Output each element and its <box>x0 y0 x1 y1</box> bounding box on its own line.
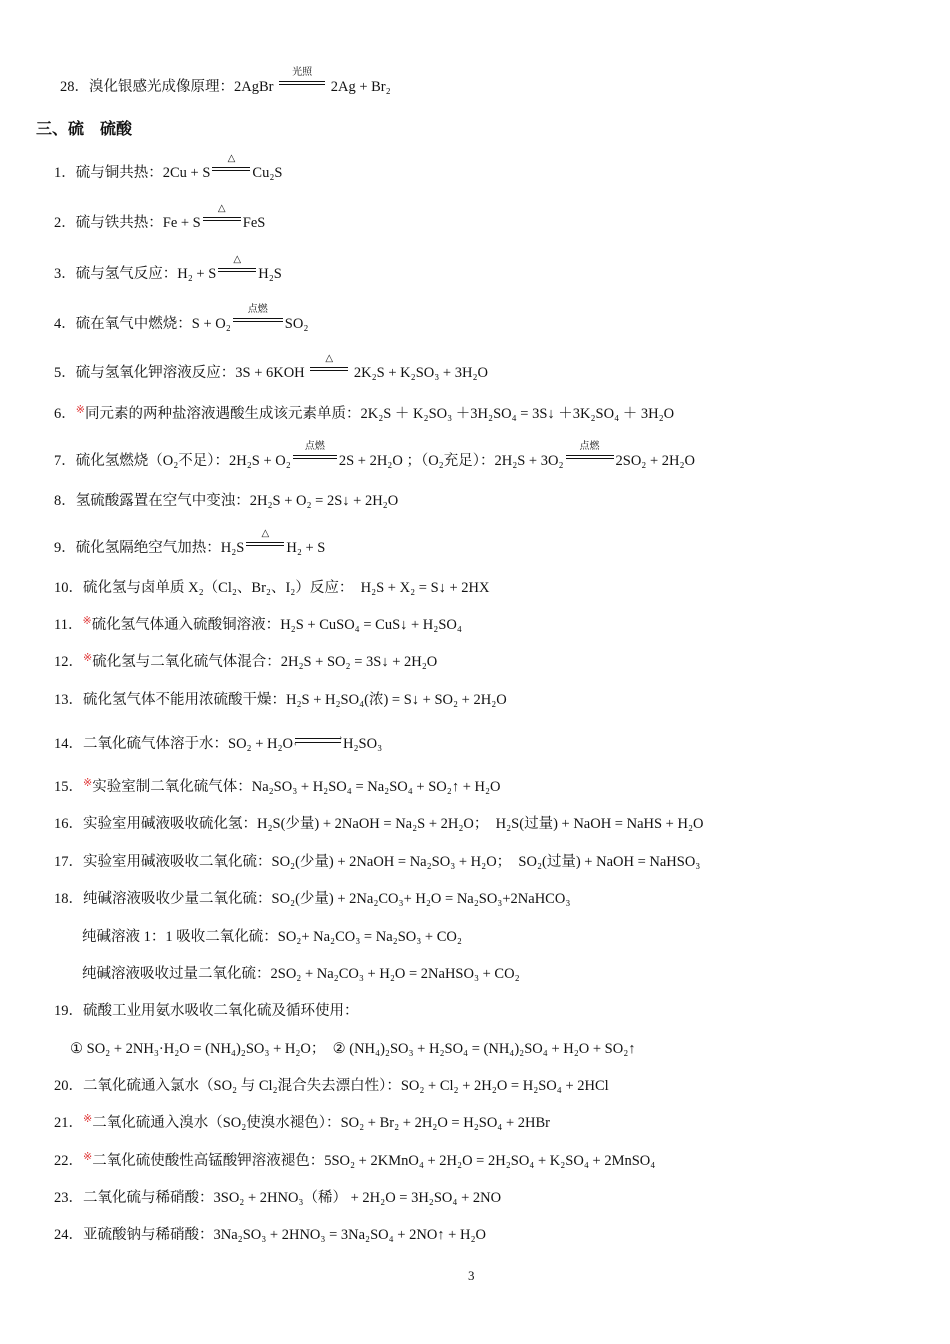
equation-text: 2SO₂ + 2H₂O <box>615 453 696 469</box>
reaction-condition: △ <box>218 265 256 277</box>
equation-text: 2K₂S ＋ K₂SO₃ ＋3H₂SO₄ = 3S↓ ＋3K₂SO₄ ＋ 3H₂O <box>360 406 675 422</box>
reaction-condition: △ <box>310 364 348 376</box>
equation-text: Na₂SO₃ + H₂SO₄ = Na₂SO₄ + SO₂↑ + H₂O <box>251 779 501 795</box>
equation-line-10: 10．硫化氢与卤单质 X₂（Cl₂、Br₂、I₂）反应： H₂S + X₂ = S↓ + 2HX <box>54 580 490 596</box>
reaction-condition: △ <box>212 164 250 176</box>
section-title: 三、硫 硫酸 <box>36 119 133 138</box>
equation-line-2 <box>54 203 266 232</box>
equation-text: 2H₂S + SO₂ = 3S↓ + 2H₂O <box>280 654 438 670</box>
equation-text: FeS <box>242 215 266 231</box>
equation-text: SO₂ + Br₂ + 2H₂O = H₂SO₄ + 2HBr <box>340 1115 551 1131</box>
reaction-condition: △ <box>203 214 241 226</box>
equation-text: 同元素的两种盐溶液遇酸生成该元素单质： <box>84 406 361 422</box>
equation-line-4 <box>54 304 309 333</box>
equation-text: H₂SO₃ <box>343 736 383 752</box>
equation-text: 1．硫与铜共热：2Cu + S <box>54 165 211 181</box>
star-mark-icon: ※ <box>83 652 93 664</box>
equation-line-18: 18．纯碱溶液吸收少量二氧化硫：SO₂(少量) + 2Na₂CO₃+ H₂O = Na₂SO₃+2NaHCO₃ <box>54 891 571 907</box>
star-mark-icon: ※ <box>83 1151 93 1163</box>
equation-text: 14．二氧化硫气体溶于水：SO₂ + H₂O <box>54 736 294 752</box>
equation-line-21 <box>54 1114 550 1132</box>
equation-text: 9．硫化氢隔绝空气加热：H₂S <box>54 540 245 556</box>
equation-text: 2Ag + Br₂ <box>330 79 391 95</box>
equation-text: 5．硫与氢氧化钾溶液反应：3S + 6KOH <box>54 365 309 381</box>
star-mark-icon: ※ <box>82 615 92 627</box>
star-mark-icon: ※ <box>75 404 85 416</box>
equation-text: 2．硫与铁共热：Fe + S <box>54 215 201 231</box>
equation-line-11 <box>54 616 462 634</box>
star-mark-icon: ※ <box>83 1113 93 1125</box>
equation-line-18b: 纯碱溶液 1：1 吸收二氧化硫：SO₂+ Na₂CO₃ = Na₂SO₃ + CO₂ <box>82 929 462 945</box>
equation-text: 硫化氢气体通入硫酸铜溶液： <box>91 617 281 633</box>
reaction-condition: 点燃 <box>566 452 614 464</box>
equation-text: 28．溴化银感光成像原理： <box>60 79 234 95</box>
equation-text: 二氧化硫使酸性高锰酸钾溶液褪色： <box>92 1153 325 1169</box>
equation-line-13: 13．硫化氢气体不能用浓硫酸干燥：H₂S + H₂SO₄(浓) = S↓ + SO₂ + 2H₂O <box>54 692 507 708</box>
equation-text: 2AgBr <box>234 79 274 95</box>
equation-line-16: 16．实验室用碱液吸收硫化氢：H₂S(少量) + 2NaOH = Na₂S + 2H₂O； H₂S(过量) + NaOH = NaHS + H₂O <box>54 816 704 832</box>
equation-line-12 <box>54 653 437 671</box>
equation-text: 4．硫在氧气中燃烧：S + O₂ <box>54 316 231 332</box>
equation-text: 3．硫与氢气反应：H₂ + S <box>54 266 217 282</box>
equation-text: 6． <box>54 406 76 422</box>
reaction-condition: △ <box>246 539 284 551</box>
star-mark-icon: ※ <box>83 777 93 789</box>
equation-text: 2K₂S + K₂SO₃ + 3H₂O <box>350 365 488 381</box>
equation-line-22 <box>54 1152 655 1170</box>
equation-text: SO₂ <box>284 316 309 332</box>
equation-line-17: 17．实验室用碱液吸收二氧化硫：SO₂(少量) + 2NaOH = Na₂SO₃ + H₂O； SO₂(过量) + NaOH = NaHSO₃ <box>54 854 701 870</box>
equation-text: 11． <box>54 617 83 633</box>
equation-text: 硫化氢与二氧化硫气体混合： <box>92 654 281 670</box>
equation-line-3 <box>54 254 282 283</box>
equation-text: H₂S <box>258 266 282 282</box>
equation-line-20: 20．二氧化硫通入氯水（SO₂ 与 Cl₂混合失去漂白性）：SO₂ + Cl₂ + 2H₂O = H₂SO₄ + 2HCl <box>54 1078 609 1094</box>
equation-line-5 <box>54 353 488 382</box>
equation-line-24: 24．亚硫酸钠与稀硝酸：3Na₂SO₃ + 2HNO₃ = 3Na₂SO₄ + 2NO↑ + H₂O <box>54 1227 486 1243</box>
equation-line-19b: ① SO₂ + 2NH₃·H₂O = (NH₄)₂SO₃ + H₂O； ② (NH₄)₂SO₃ + H₂SO₄ = (NH₄)₂SO₄ + H₂O + SO₂↑ <box>70 1041 636 1057</box>
equation-line-23: 23．二氧化硫与稀硝酸：3SO₂ + 2HNO₃（稀） + 2H₂O = 3H₂SO₄ + 2NO <box>54 1190 502 1206</box>
equation-line-7 <box>54 441 696 470</box>
equation-text: 2S + 2H₂O ；（O₂充足）：2H₂S + 3O₂ <box>338 453 564 469</box>
page-number: 3 <box>468 1268 475 1283</box>
equation-text: H₂ + S <box>286 540 326 556</box>
equation-line-28 <box>60 67 391 96</box>
reversible-arrow-icon: › ‹ <box>294 733 343 748</box>
equation-text: 15． <box>54 779 83 795</box>
reaction-condition: 点燃 <box>233 315 283 327</box>
reaction-condition: 光照 <box>279 78 325 90</box>
equation-text: H₂S + CuSO₄ = CuS↓ + H₂SO₄ <box>280 617 462 633</box>
equation-line-18c: 纯碱溶液吸收过量二氧化硫：2SO₂ + Na₂CO₃ + H₂O = 2NaHSO₃ + CO₂ <box>82 966 520 982</box>
equation-line-1 <box>54 153 283 182</box>
reaction-condition: 点燃 <box>293 452 337 464</box>
equation-text: 实验室制二氧化硫气体： <box>92 779 252 795</box>
equation-line-14 <box>54 735 382 753</box>
equation-line-15 <box>54 778 501 796</box>
equation-line-9 <box>54 528 326 557</box>
equation-text: 5SO₂ + 2KMnO₄ + 2H₂O = 2H₂SO₄ + K₂SO₄ + 2MnSO₄ <box>324 1153 656 1169</box>
equation-text: Cu₂S <box>252 165 283 181</box>
equation-text: 22． <box>54 1153 83 1169</box>
equation-text: 21． <box>54 1115 83 1131</box>
equation-text: 二氧化硫通入溴水（SO₂使溴水褪色）： <box>92 1115 341 1131</box>
equation-line-8: 8．氢硫酸露置在空气中变浊：2H₂S + O₂ = 2S↓ + 2H₂O <box>54 493 399 509</box>
equation-line-6 <box>54 405 674 423</box>
equation-line-19: 19．硫酸工业用氨水吸收二氧化硫及循环使用： <box>54 1003 359 1019</box>
equation-text: 7．硫化氢燃烧（O₂不足）：2H₂S + O₂ <box>54 453 291 469</box>
equation-text: 12． <box>54 654 83 670</box>
